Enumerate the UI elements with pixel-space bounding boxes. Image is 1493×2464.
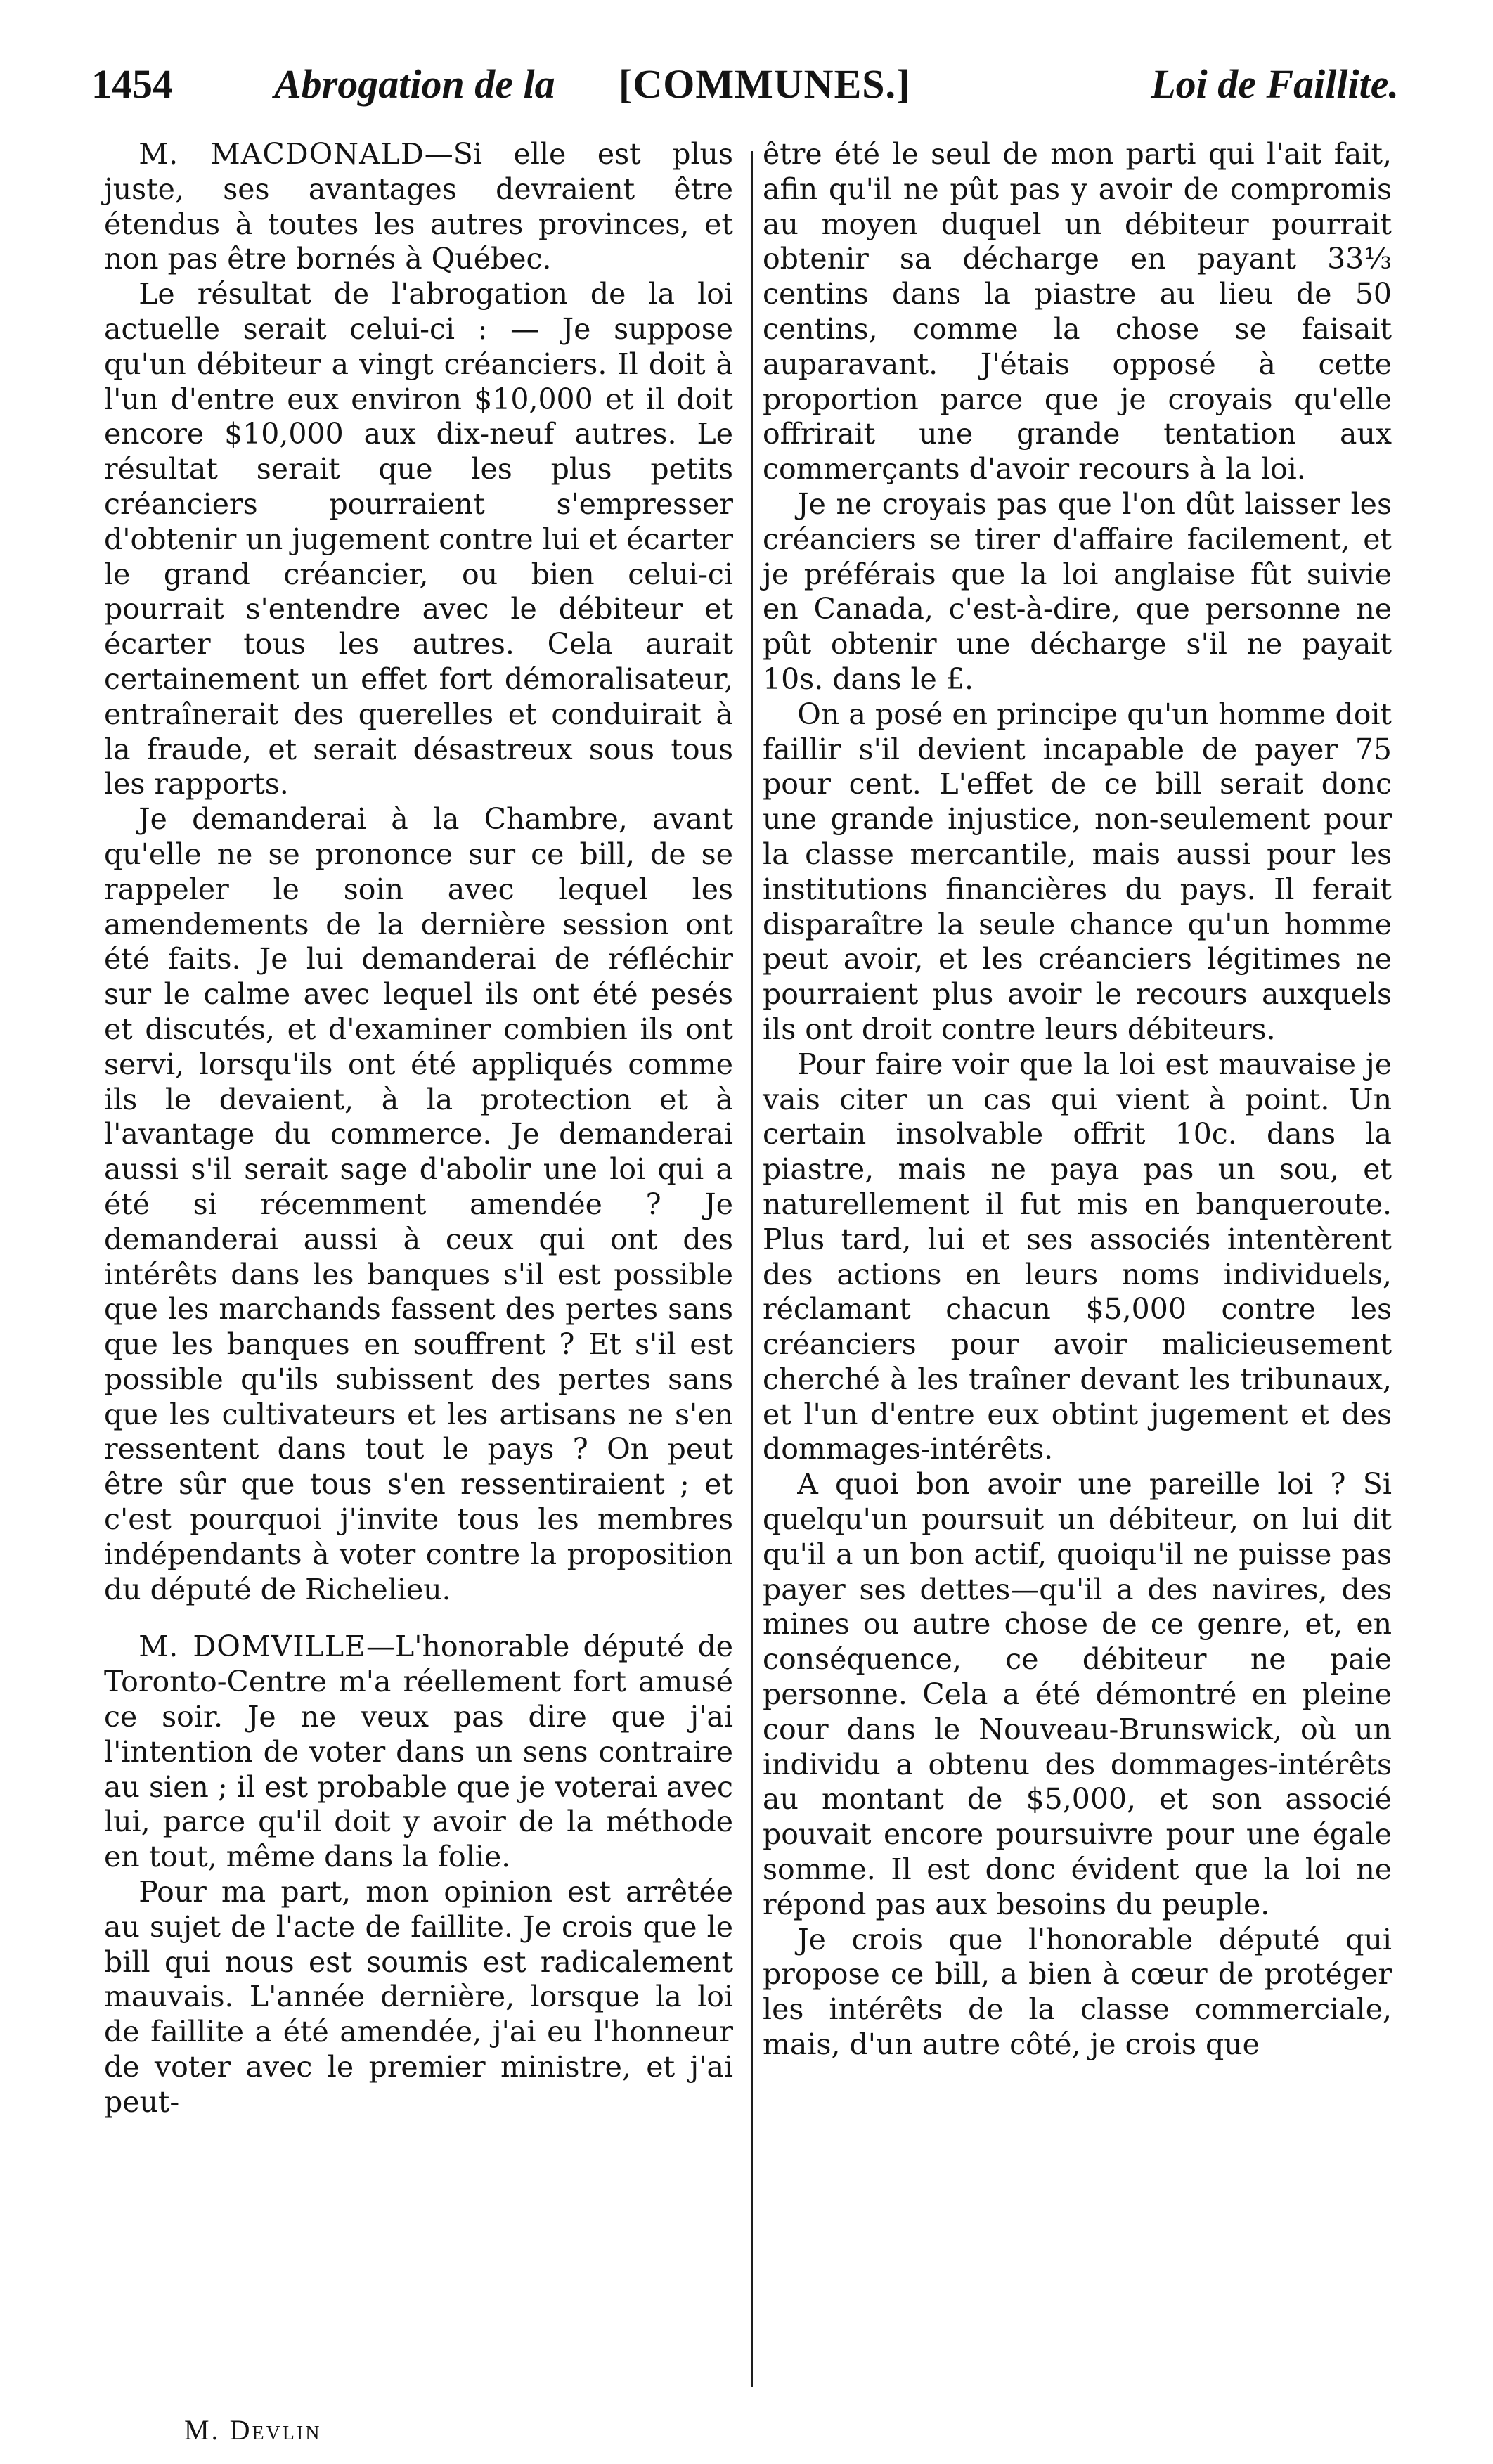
catchword: M. Devlin — [184, 2414, 322, 2446]
paragraph-domville — [104, 1630, 733, 1875]
paragraph-text: —L'honorable député de Toronto-Centre m'a réellement fort amusé ce soir. Je ne veux pas dire que j'ai l'intention de voter dans un sens contraire au sien ; il est probable que je voterai avec lui, parce qu'il doit y avoir de la méthode en tout, même dans la folie. — [104, 1630, 733, 1874]
paragraph: On a posé en principe qu'un homme doit faillir s'il devient incapable de payer 75 pour cent. L'effet de ce bill serait donc une grande injustice, non-seulement pour la classe mercantile, mais aussi pour les institutions financières du pays. Il ferait disparaître la seule chance qu'un homme peut avoir, et les créanciers légitimes ne pourraient plus avoir le recours auxquels ils ont droit contre leurs débiteurs. — [763, 697, 1392, 1046]
paragraph: Je demanderai à la Chambre, avant qu'elle ne se prononce sur ce bill, de se rappeler le soin avec lequel les amendements de la dernière session ont été faits. Je lui demanderai de réfléchir sur le calme avec lequel ils ont été pesés et discutés, et d'examiner combien ils ont servi, lorsqu'ils ont été appliqués comme ils le devaient, à la protection et à l'avantage du commerce. Je demanderai aussi s'il serait sage d'abolir une loi qui a été si récemment amendée ? Je demanderai aussi à ceux qui ont des intérêts dans les banques s'il est possible que les marchands fassent des pertes sans que les banques en souffrent ? Et s'il est possible qu'ils subissent des pertes sans que les cultivateurs et les artisans ne s'en ressentent dans tout le pays ? On peut être sûr que tous s'en ressentiraient ; et c'est pourquoi j'invite tous les membres indépendants à voter contre la proposition du député de Richelieu. — [104, 802, 733, 1606]
running-title-left: Abrogation de la — [274, 61, 555, 107]
paragraph: Je ne croyais pas que l'on dût laisser les créanciers se tirer d'affaire facilement, et je préférais que la loi anglaise fût suivie en Canada, c'est-à-dire, que personne ne pût obtenir une décharge s'il ne payait 10s. dans le £. — [763, 486, 1392, 696]
column-divider — [751, 151, 753, 2387]
running-title-right: Loi de Faillite. — [1151, 61, 1399, 107]
paragraph: Pour faire voir que la loi est mauvaise je vais citer un cas qui vient à point. Un certain insolvable offrit 10c. dans la piastre, mais ne paya pas un sou, et naturellement il fut mis en banqueroute. Plus tard, lui et ses associés intentèrent des actions en leurs noms individuels, réclamant chacun $5,000 contre les créanciers pour avoir malicieusement cherché à les traîner devant les tribunaux, et l'un d'entre eux obtint jugement et des dommages-intérêts. — [763, 1047, 1392, 1466]
left-column — [104, 137, 733, 2120]
speaker-name: M. MACDONALD — [138, 137, 425, 171]
paragraph: Le résultat de l'abrogation de la loi actuelle serait celui-ci : — Je suppose qu'un débiteur a vingt créanciers. Il doit à l'un d'entre eux environ $10,000 et il doit encore $10,000 aux dix-neuf autres. Le résultat serait que les plus petits créanciers pourraient s'empresser d'obtenir un jugement contre lui et écarter le grand créancier, ou bien celui-ci pourrait s'entendre avec le débiteur et écarter tous les autres. Cela aurait certainement un effet fort démoralisateur, entraînerait des querelles et conduirait à la fraude, et serait désastreux sous tous les rapports. — [104, 277, 733, 801]
paragraph: Je crois que l'honorable député qui propose ce bill, a bien à cœur de protéger les intérêts de la classe commerciale, mais, d'un autre côté, je crois que — [763, 1922, 1392, 2062]
paragraph-text: —Si elle est plus juste, ses avantages devraient être étendus à toutes les autres provinces, et non pas être bornés à Québec. — [104, 137, 734, 276]
paragraph: A quoi bon avoir une pareille loi ? Si quelqu'un poursuit un débiteur, on lui dit qu'il a un bon actif, quoiqu'il ne puisse pas payer ses dettes—qu'il a des navires, des mines ou autre chose de ce genre, et, en conséquence, ce débiteur ne paie personne. Cela a été démontré en pleine cour dans le Nouveau-Brunswick, où un individu a obtenu des dommages-intérêts au montant de $5,000, et son associé pouvait encore poursuivre pour une égale somme. Il est donc évident que la loi ne répond pas aux besoins du peuple. — [763, 1467, 1392, 1921]
speaker-name: M. DOMVILLE — [138, 1630, 366, 1664]
paragraph: être été le seul de mon parti qui l'ait fait, afin qu'il ne pût pas y avoir de compromis au moyen duquel un débiteur pourrait obtenir sa décharge en payant 33⅓ centins dans la piastre au lieu de 50 centins, comme la chose se faisait auparavant. J'étais opposé à cette proportion parce que je croyais qu'elle offrirait une grande tentation aux commerçants d'avoir recours à la loi. — [763, 137, 1392, 486]
page-header — [91, 49, 1399, 120]
paragraph: Pour ma part, mon opinion est arrêtée au sujet de l'acte de faillite. Je crois que le bill qui nous est soumis est radicalement mauvais. L'année dernière, lorsque la loi de faillite a été amendée, j'ai eu l'honneur de voter avec le premier ministre, et j'ai peut- — [104, 1875, 733, 2119]
paragraph-macdonald — [104, 137, 733, 277]
right-column — [763, 137, 1392, 2063]
page-number: 1454 — [91, 61, 173, 107]
running-title-center: [COMMUNES.] — [619, 61, 911, 107]
